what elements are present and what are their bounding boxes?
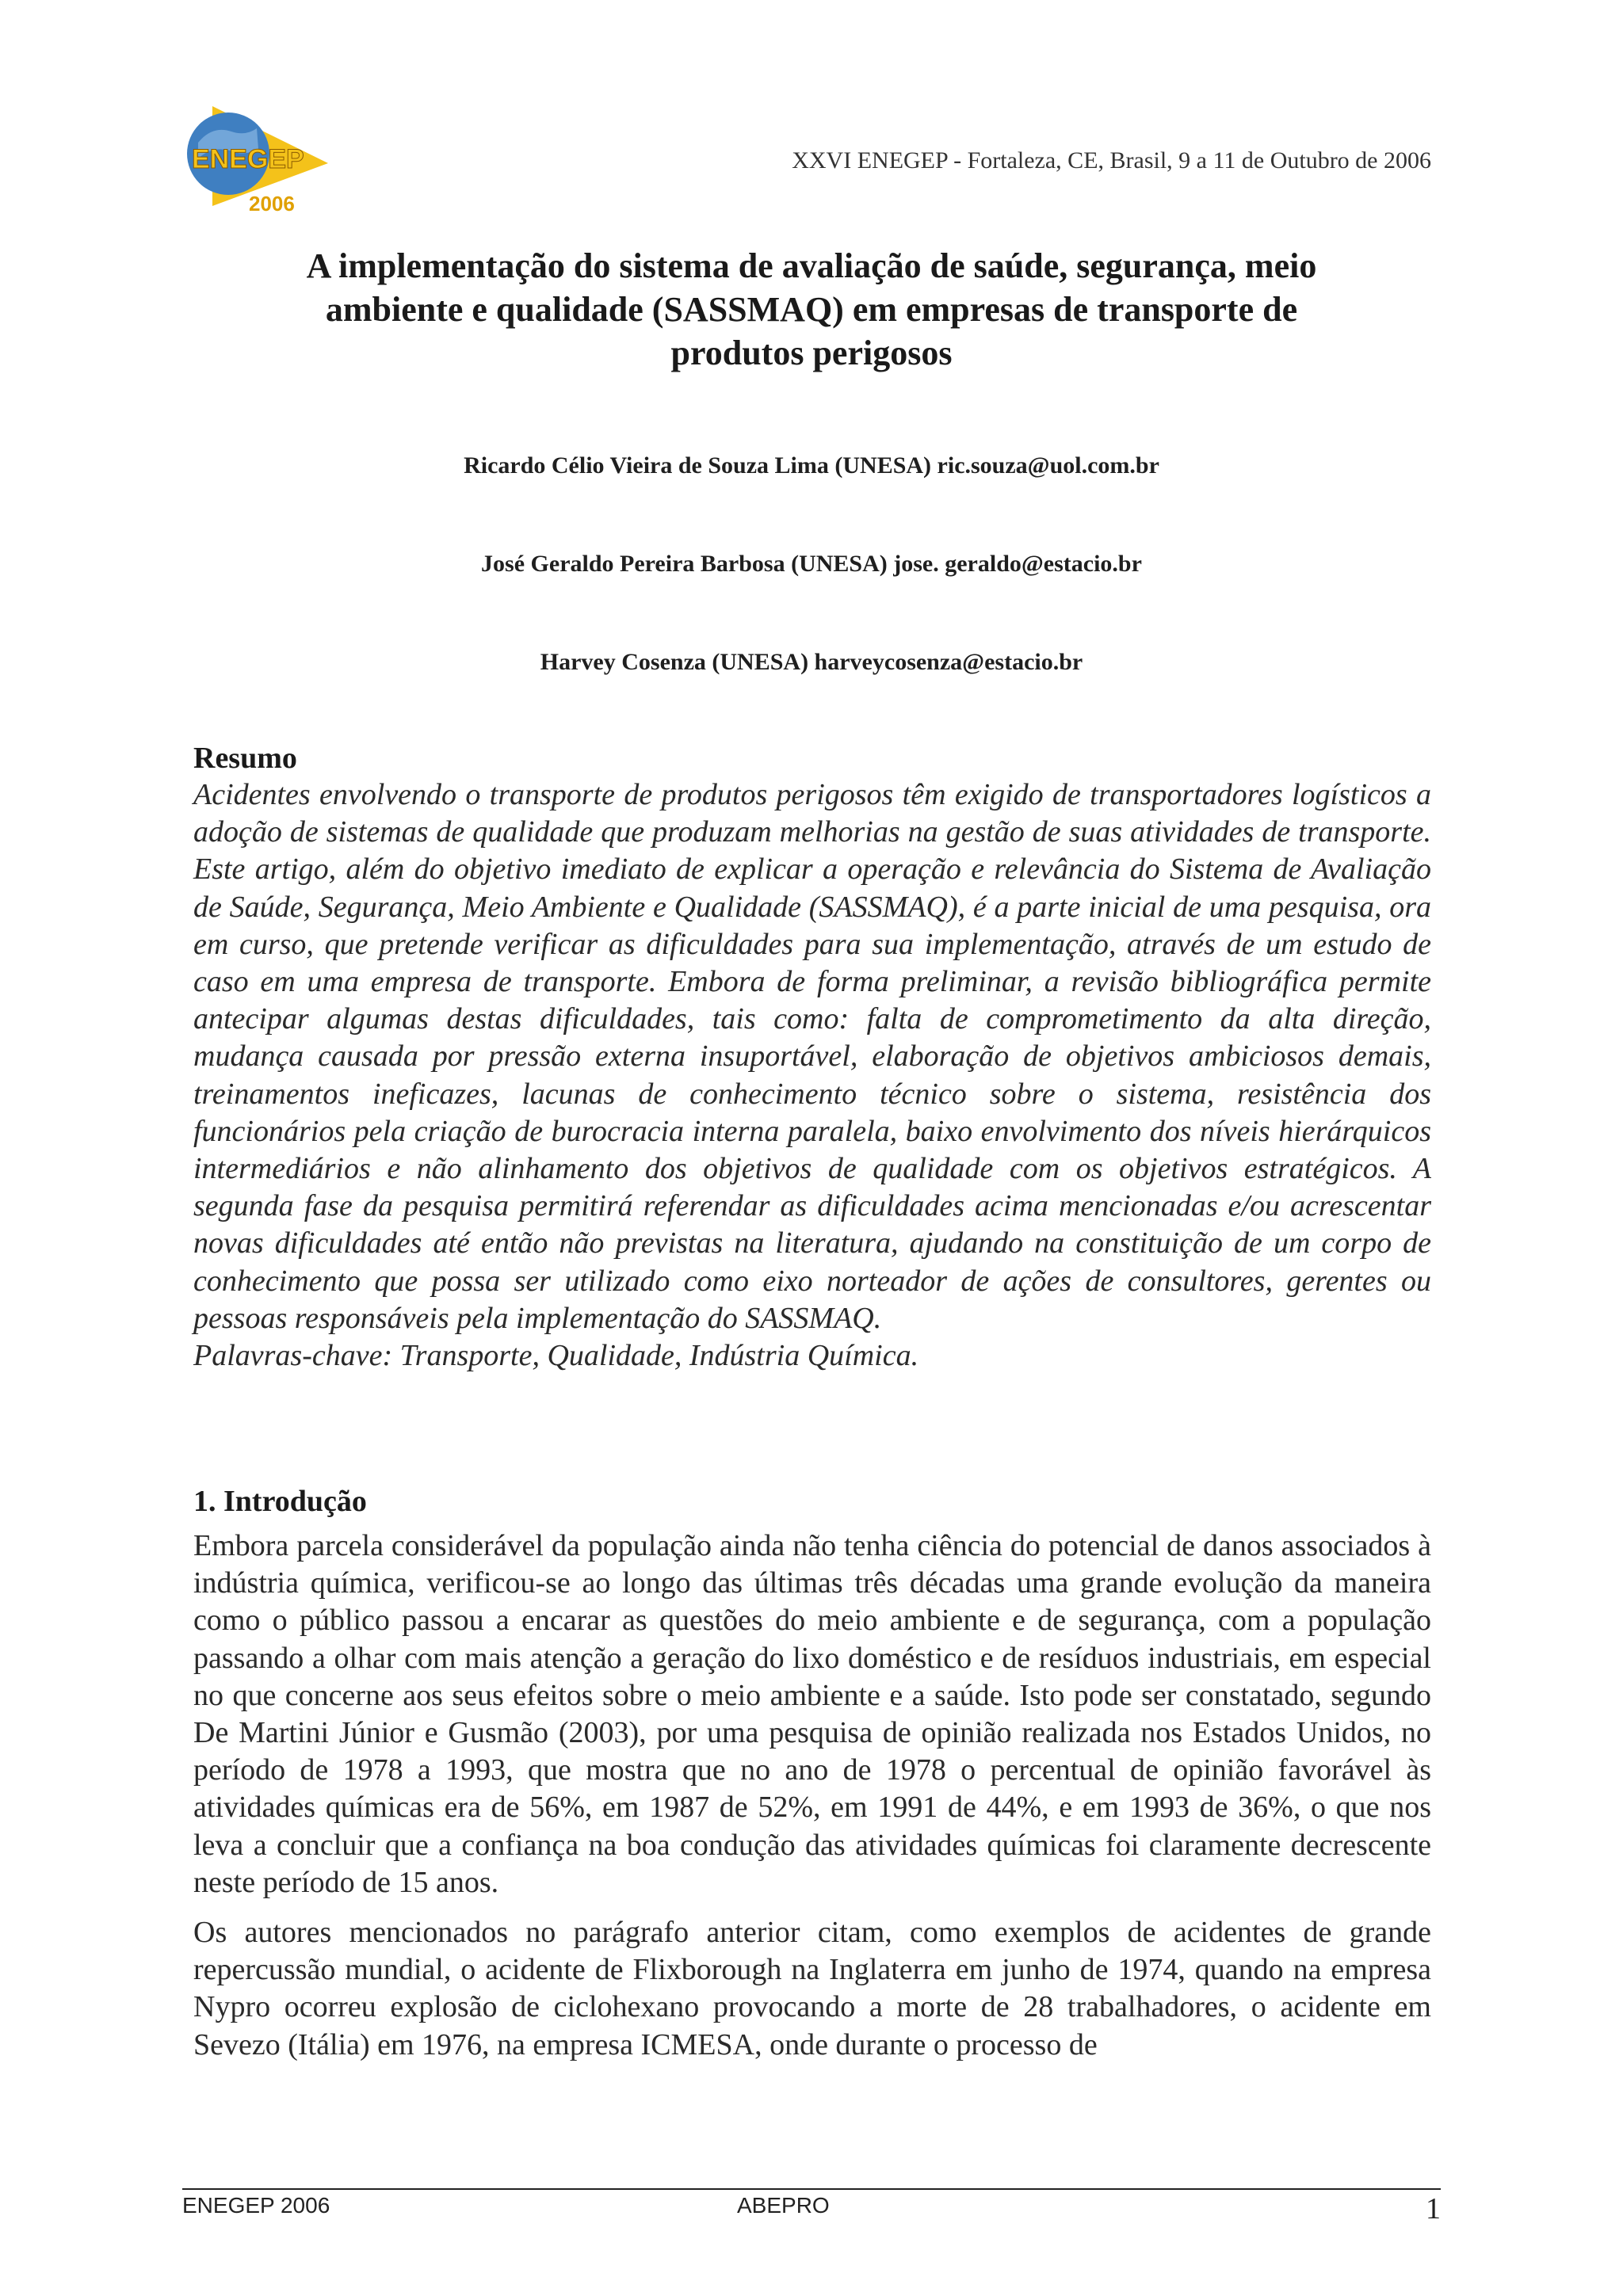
introduction-section bbox=[193, 1483, 1431, 2077]
abstract-section bbox=[193, 740, 1431, 1375]
intro-paragraph-2: Os autores mencionados no parágrafo anterior citam, como exemplos de acidentes de grande repercussão mundial, o acidente de Flixborough na Inglaterra em junho de 1974, quando na empresa Nypro ocorreu explosão de ciclohexano provocando a morte de 28 trabalhadores, o acidente em Sevezo (Itália) em 1976, na empresa ICMESA, onde durante o processo de bbox=[193, 1916, 1431, 2061]
keywords: Palavras-chave: Transporte, Qualidade, Indústria Química. bbox=[193, 1339, 919, 1373]
footer-divider bbox=[182, 2188, 1441, 2190]
footer-center: ABEPRO bbox=[737, 2193, 830, 2218]
title-line-3: produtos perigosos bbox=[670, 334, 953, 372]
page-number: 1 bbox=[1426, 2192, 1441, 2225]
abstract-heading: Resumo bbox=[193, 742, 297, 775]
svg-text:ENEGEP: ENEGEP bbox=[192, 144, 304, 174]
paper-title bbox=[182, 244, 1441, 375]
author-list bbox=[182, 450, 1441, 745]
svg-text:2006: 2006 bbox=[249, 192, 295, 215]
title-line-2: ambiente e qualidade (SASSMAQ) em empresas de transporte de bbox=[325, 290, 1298, 329]
author-1: Ricardo Célio Vieira de Souza Lima (UNESA) ric.souza@uol.com.br bbox=[464, 452, 1159, 479]
enegep-logo bbox=[181, 101, 331, 220]
author-3: Harvey Cosenza (UNESA) harveycosenza@estacio.br bbox=[540, 649, 1083, 675]
abstract-text: Acidentes envolvendo o transporte de produtos perigosos têm exigido de transportadores logísticos a adoção de sistemas de qualidade que produzam melhorias na gestão de suas atividades de transporte. Este artigo, além do objetivo imediato de explicar a operação e relevância do Sistema de Avaliação de Saúde, Segurança, Meio Ambiente e Qualidade (SASSMAQ), é a parte inicial de uma pesquisa, ora em curso, que pretende verificar as dificuldades para sua implementação, através de um estudo de caso em uma empresa de transporte. Embora de forma preliminar, a revisão bibliográfica permite antecipar algumas destas dificuldades, tais como: falta de comprometimento da alta direção, mudança causada por pressão externa insuportável, elaboração de objetivos ambiciosos demais, treinamentos ineficazes, lacunas de conhecimento técnico sobre o sistema, resistência dos funcionários pela criação de burocracia interna paralela, baixo envolvimento dos níveis hierárquicos intermediários e não alinhamento dos objetivos de qualidade com os objetivos estratégicos. A segunda fase da pesquisa permitirá referendar as dificuldades acima mencionadas e/ou acrescentar novas dificuldades até então não previstas na literatura, ajudando na constituição de um corpo de conhecimento que possa ser utilizado como eixo norteador de ações de consultores, gerentes ou pessoas responsáveis pela implementação do SASSMAQ. bbox=[193, 778, 1431, 1335]
intro-paragraph-1: Embora parcela considerável da população ainda não tenha ciência do potencial de danos associados à indústria química, verificou-se ao longo das últimas três décadas uma grande evolução da maneira como o público passou a encarar as questões do meio ambiente e de segurança, com a população passando a olhar com mais atenção a geração do lixo doméstico e de resíduos industriais, em especial no que concerne aos seus efeitos sobre o meio ambiente e a saúde. Isto pode ser constatado, segundo De Martini Júnior e Gusmão (2003), por uma pesquisa de opinião realizada nos Estados Unidos, no período de 1978 a 1993, que mostra que no ano de 1978 o percentual de opinião favorável às atividades químicas era de 56%, em 1987 de 52%, em 1991 de 44%, e em 1993 de 36%, o que nos leva a concluir que a confiança na boa condução das atividades químicas foi claramente decrescente neste período de 15 anos. bbox=[193, 1529, 1431, 1899]
introduction-heading: 1. Introdução bbox=[193, 1485, 367, 1518]
author-2: José Geraldo Pereira Barbosa (UNESA) jose. geraldo@estacio.br bbox=[481, 551, 1142, 577]
conference-header: XXVI ENEGEP - Fortaleza, CE, Brasil, 9 a 11 de Outubro de 2006 bbox=[792, 147, 1431, 174]
footer-left: ENEGEP 2006 bbox=[182, 2193, 330, 2218]
title-line-1: A implementação do sistema de avaliação de saúde, segurança, meio bbox=[306, 246, 1317, 285]
